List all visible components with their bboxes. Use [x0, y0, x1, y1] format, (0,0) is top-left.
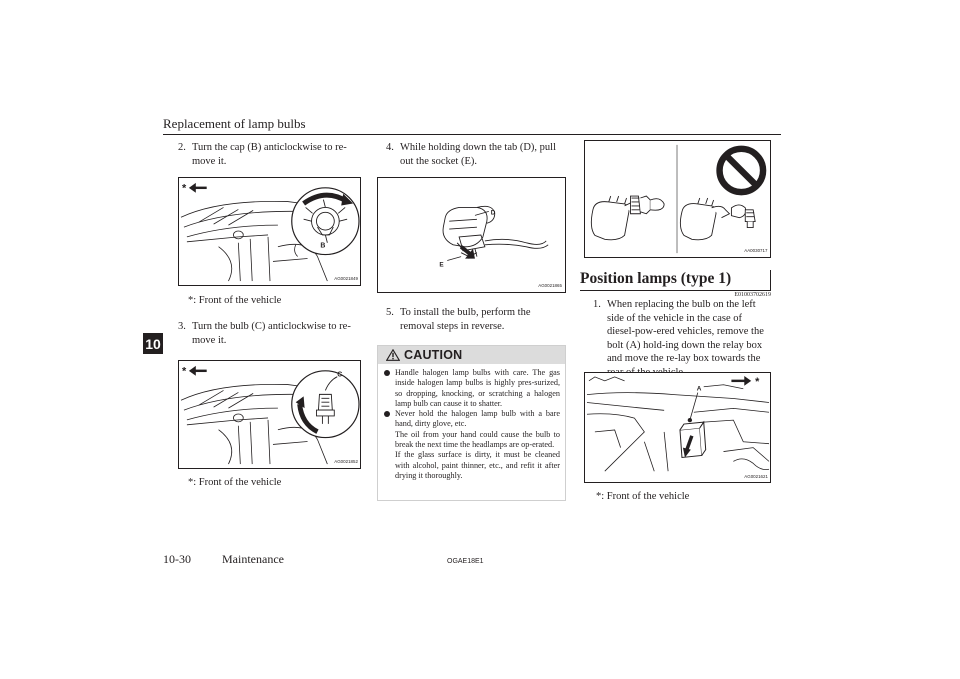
- caution-text: If the glass surface is dirty, it must be cleaned with alcohol, paint thinner, etc., and refit it after drying it thoroughly.: [395, 450, 560, 480]
- caution-list: [378, 364, 565, 481]
- caution-box: [377, 345, 566, 501]
- section-code: E01003702619: [734, 292, 771, 298]
- caution-header: [378, 346, 565, 364]
- step-2: [178, 141, 366, 168]
- figure-code: AG0021849: [334, 276, 358, 282]
- front-star: *: [181, 365, 187, 378]
- caution-item: [384, 409, 560, 481]
- figure-cap-removal: [178, 177, 361, 286]
- step-text: Turn the bulb (C) anticlockwise to re-move it.: [192, 321, 351, 346]
- header-rule: [163, 134, 781, 135]
- figure-code: AG0021865: [538, 283, 562, 289]
- figure-code: AG0021621: [744, 474, 768, 480]
- bullet-icon: [384, 370, 390, 376]
- figure-code: AA0030717: [744, 248, 768, 254]
- callout-c: C: [337, 371, 343, 379]
- step-number: 4.: [386, 142, 394, 153]
- figure-bulb-handling: [584, 140, 771, 258]
- step-number: 2.: [178, 142, 186, 153]
- step-5: [386, 306, 566, 333]
- running-header: Replacement of lamp bulbs: [163, 116, 306, 131]
- figure-socket-removal: [377, 177, 566, 293]
- callout-e: E: [439, 261, 444, 269]
- callout-b: B: [320, 242, 326, 250]
- callout-d: D: [490, 209, 496, 217]
- figure-relay-box: [584, 372, 771, 483]
- callout-a: A: [696, 385, 702, 393]
- page-number: 10-30: [163, 552, 191, 566]
- step-text: When replacing the bulb on the left side of the vehicle in the case of diesel-pow-ered vehicles, remove the bolt (A) hold-ing down the relay box and move the re-lay box towards the: [607, 299, 764, 364]
- warning-triangle-icon: [386, 349, 400, 361]
- figure-code: AG0021852: [334, 459, 358, 465]
- step-number: 3.: [178, 321, 186, 332]
- figure-caption: *: Front of the vehicle: [188, 295, 282, 306]
- section-title: Position lamps (type 1): [580, 270, 732, 287]
- figure-bulb-removal: [178, 360, 361, 469]
- step-1: [593, 298, 771, 379]
- figure-caption: *: Front of the vehicle: [188, 477, 282, 488]
- front-star: *: [755, 375, 760, 388]
- caution-text: Handle halogen lamp bulbs with care. The gas inside halogen lamp bulbs is highly pres-surized, so dropping, knocking, or scratching a halogen lamp bulb can cause it to shatter.: [395, 368, 560, 408]
- front-star: *: [181, 182, 187, 195]
- step-text: Turn the cap (B) anticlockwise to re-move it.: [192, 142, 347, 167]
- caution-title: CAUTION: [404, 348, 463, 362]
- step-number: 5.: [386, 307, 394, 318]
- chapter-tab: 10: [143, 333, 163, 354]
- step-3: [178, 320, 366, 347]
- figure-caption: *: Front of the vehicle: [596, 491, 690, 502]
- section-rule: [580, 290, 771, 291]
- step-text: To install the bulb, perform the removal steps in reverse.: [400, 307, 531, 332]
- caution-text: Never hold the halogen lamp bulb with a bare hand, dirty glove, etc.: [395, 409, 560, 429]
- footer-section: Maintenance: [222, 552, 284, 566]
- caution-item: [384, 368, 560, 409]
- caution-text: The oil from your hand could cause the bulb to break the next time the headlamps are op-erated.: [395, 429, 560, 450]
- step-number: 1.: [593, 299, 601, 310]
- footer-code: OGAE18E1: [447, 558, 484, 565]
- section-rule: [770, 270, 771, 291]
- step-text: While holding down the tab (D), pull out the socket (E).: [400, 142, 557, 167]
- step-4: [386, 141, 566, 168]
- bullet-icon: [384, 411, 390, 417]
